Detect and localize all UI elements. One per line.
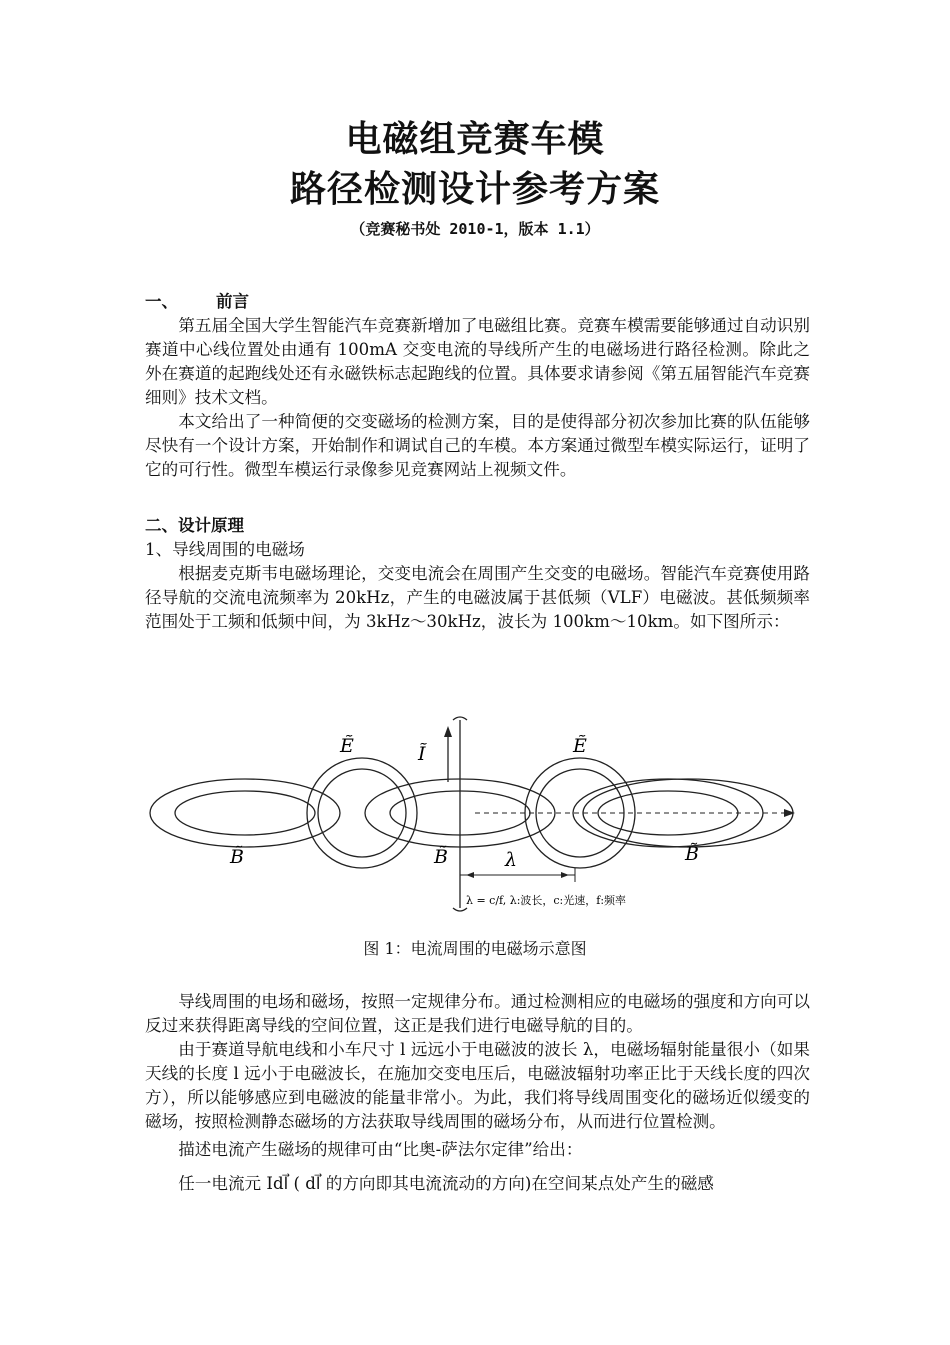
paragraph: 任一电流元 Idl⃗ ( dl⃗ 的方向即其电流流动的方向)在空间某点处产生的磁感 [178,1174,714,1193]
section-2-heading: 二、设计原理 [145,516,244,535]
paragraph: 由于赛道导航电线和小车尺寸 l 远远小于电磁波的波长 λ，电磁场辐射能量很小（如果天线的长度 l 远小于电磁波长，在施加交变电压后，电磁波辐射功率正比于天线长度的四次方），所以能够感应到电磁波的能量非常小。为此，我们将导线周围变化的磁场近似缓变的磁场，按照检测静态磁场的方法获取导线周围的磁场分布，从而进行位置检测。 [145,1040,810,1131]
paragraph: 描述电流产生磁场的规律可由“比奥-萨法尔定律”给出： [178,1140,583,1159]
section-1-title: 前言 [216,292,249,311]
section-1-number: 一、 [145,292,178,311]
paragraph: 本文给出了一种简便的交变磁场的检测方案，目的是使得部分初次参加比赛的队伍能够尽快有一个设计方案，开始制作和调试自己的车模。本方案通过微型车模实际运行，证明了它的可行性。微型车模运行录像参见竞赛网站上视频文件。 [145,412,810,479]
title-line-2: 路径检测设计参考方案 [289,169,660,210]
paragraph: 第五届全国大学生智能汽车竞赛新增加了电磁组比赛。竞赛车模需要能够通过自动识别赛道中心线位置处由通有 100mA 交变电流的导线所产生的电磁场进行路径检测。除此之外在赛道的起跑线处还有永磁铁标志起跑线的位置。具体要求请参阅《第五届智能汽车竞赛细则》技术文档。 [145,316,810,407]
em-field-figure [140,710,820,920]
label-B-right: B̃ [685,843,699,865]
label-E-left: Ẽ [340,735,354,757]
section-2-continued [145,990,810,1196]
label-B-left: B̃ [230,846,244,868]
formula-label: λ = c/f, λ:波长，c:光速，f:频率 [466,894,627,907]
label-lambda: λ [505,849,518,871]
title-line-1: 电磁组竞赛车模 [345,119,605,160]
section-1-heading [145,290,810,314]
label-E-right: Ẽ [573,735,587,757]
subsection-1-heading: 1、导线周围的电磁场 [145,540,305,559]
paragraph: 导线周围的电场和磁场，按照一定规律分布。通过检测相应的电磁场的强度和方向可以反过来获得距离导线的空间位置，这正是我们进行电磁导航的目的。 [145,992,810,1035]
label-I: Ĩ [418,743,426,765]
figure-caption: 图 1：电流周围的电磁场示意图 [363,939,587,958]
label-B-center: B̃ [434,846,448,868]
section-2 [145,514,810,634]
subtitle: （竞赛秘书处 2010-1，版本 1.1） [350,220,600,238]
paragraph: 根据麦克斯韦电磁场理论，交变电流会在周围产生交变的电磁场。智能汽车竞赛使用路径导航的交流电流频率为 20kHz，产生的电磁波属于甚低频（VLF）电磁波。甚低频频率范围处于工频和低频中间，为 3kHz～30kHz，波长为 100km～10km。如下图所示： [145,564,810,631]
section-1 [145,290,810,482]
